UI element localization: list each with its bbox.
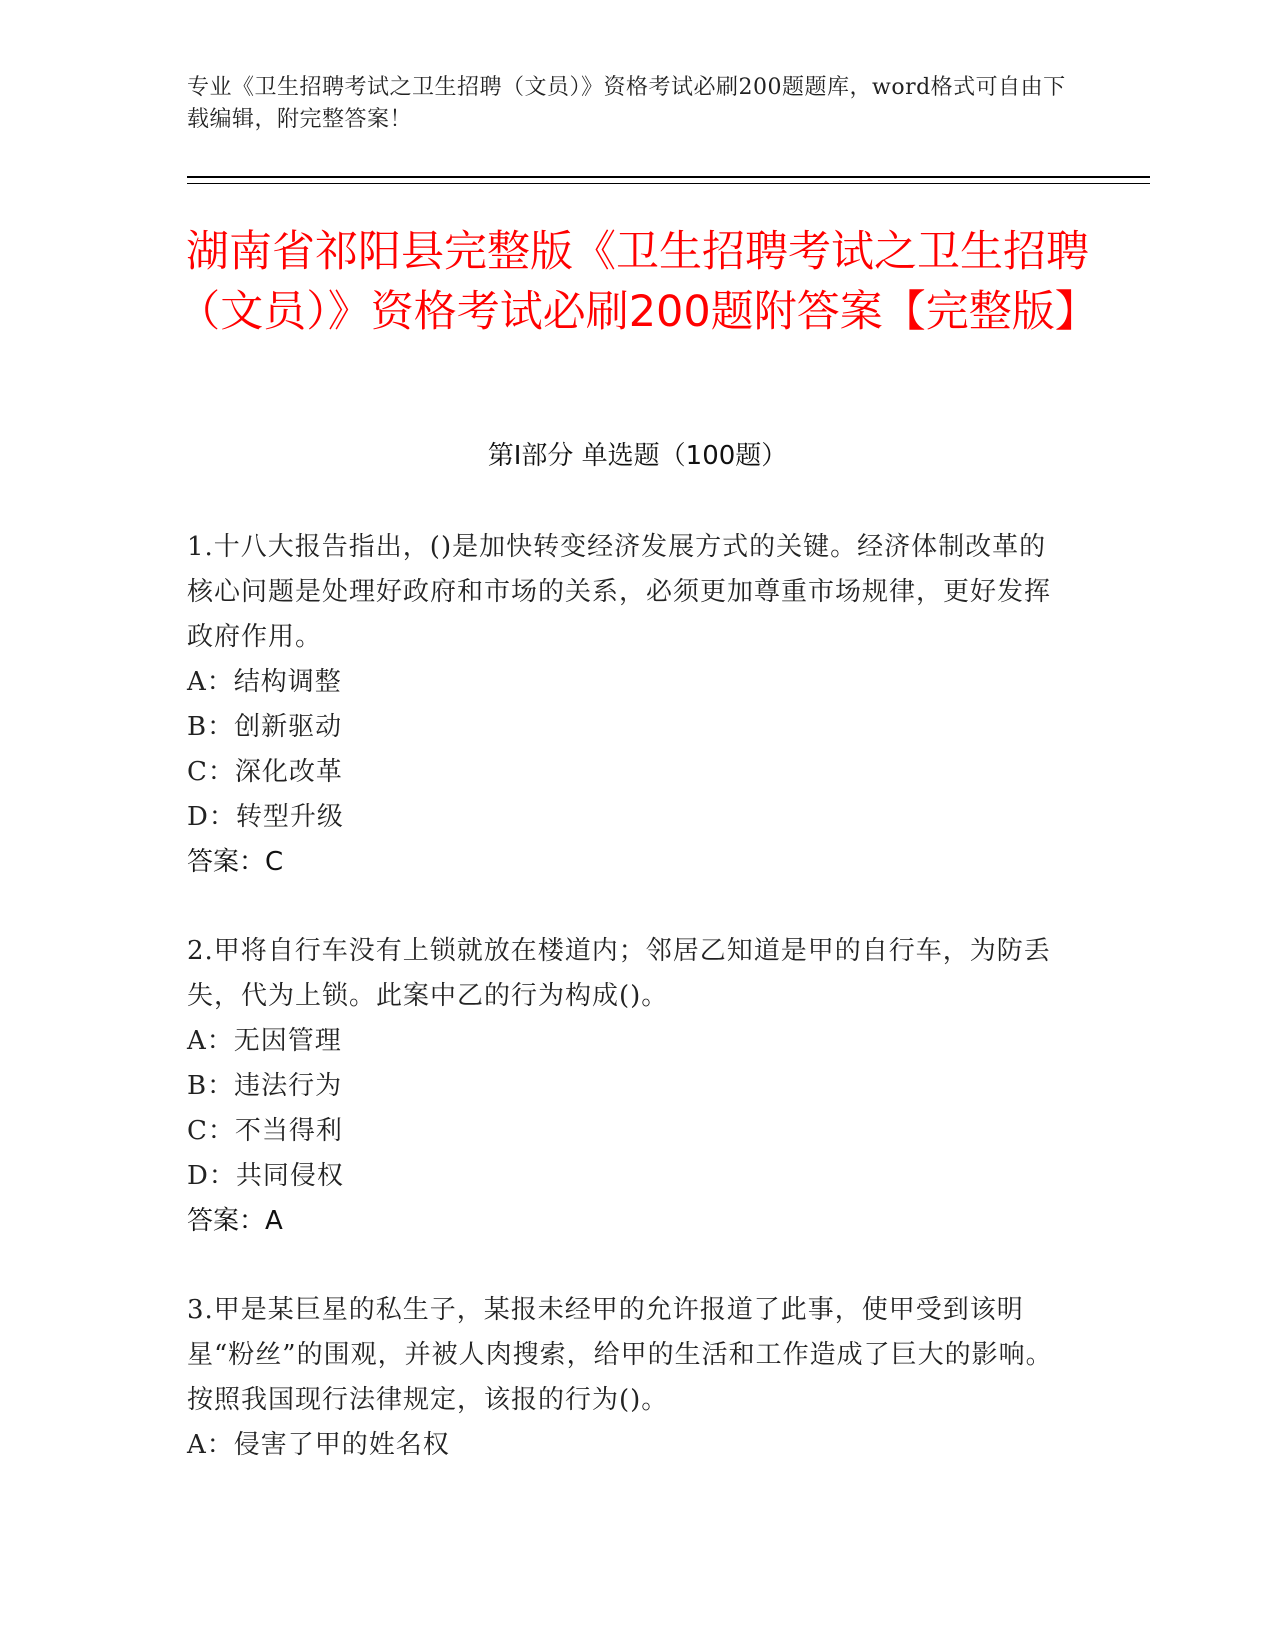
option-a: A：结构调整: [187, 667, 342, 697]
question-3: [187, 1288, 1067, 1468]
answer-line: 答案：C: [187, 847, 284, 877]
header-divider-thin: [187, 183, 1150, 184]
option-a: A：侵害了甲的姓名权: [187, 1430, 450, 1460]
option-a: A：无因管理: [187, 1026, 342, 1056]
header-note: 专业《卫生招聘考试之卫生招聘（文员）》资格考试必刷200题题库，word格式可自由下载编辑，附完整答案！: [187, 75, 1066, 132]
header-divider-thick: [187, 176, 1150, 178]
question-stem: 3.甲是某巨星的私生子，某报未经甲的允许报道了此事，使甲受到该明星“粉丝”的围观，并被人肉搜索，给甲的生活和工作造成了巨大的影响。按照我国现行法律规定，该报的行为()。: [187, 1295, 1053, 1415]
option-c: C：深化改革: [187, 757, 343, 787]
option-c: C：不当得利: [187, 1116, 343, 1146]
question-stem: 2.甲将自行车没有上锁就放在楼道内；邻居乙知道是甲的自行车，为防丢失，代为上锁。此案中乙的行为构成()。: [187, 936, 1051, 1011]
option-d: D：共同侵权: [187, 1161, 344, 1191]
option-b: B：创新驱动: [187, 712, 343, 742]
section-heading: 第Ⅰ部分 单选题（100题）: [487, 441, 788, 471]
question-list: [187, 525, 1067, 1512]
question-1: [187, 525, 1067, 885]
answer-line: 答案：A: [187, 1206, 283, 1236]
option-b: B：违法行为: [187, 1071, 343, 1101]
document-title: 湖南省祁阳县完整版《卫生招聘考试之卫生招聘（文员）》资格考试必刷200题附答案【完整版】: [177, 227, 1098, 337]
option-d: D：转型升级: [187, 802, 344, 832]
question-2: [187, 929, 1067, 1244]
question-stem: 1.十八大报告指出，()是加快转变经济发展方式的关键。经济体制改革的核心问题是处理好政府和市场的关系，必须更加尊重市场规律，更好发挥政府作用。: [187, 532, 1052, 652]
